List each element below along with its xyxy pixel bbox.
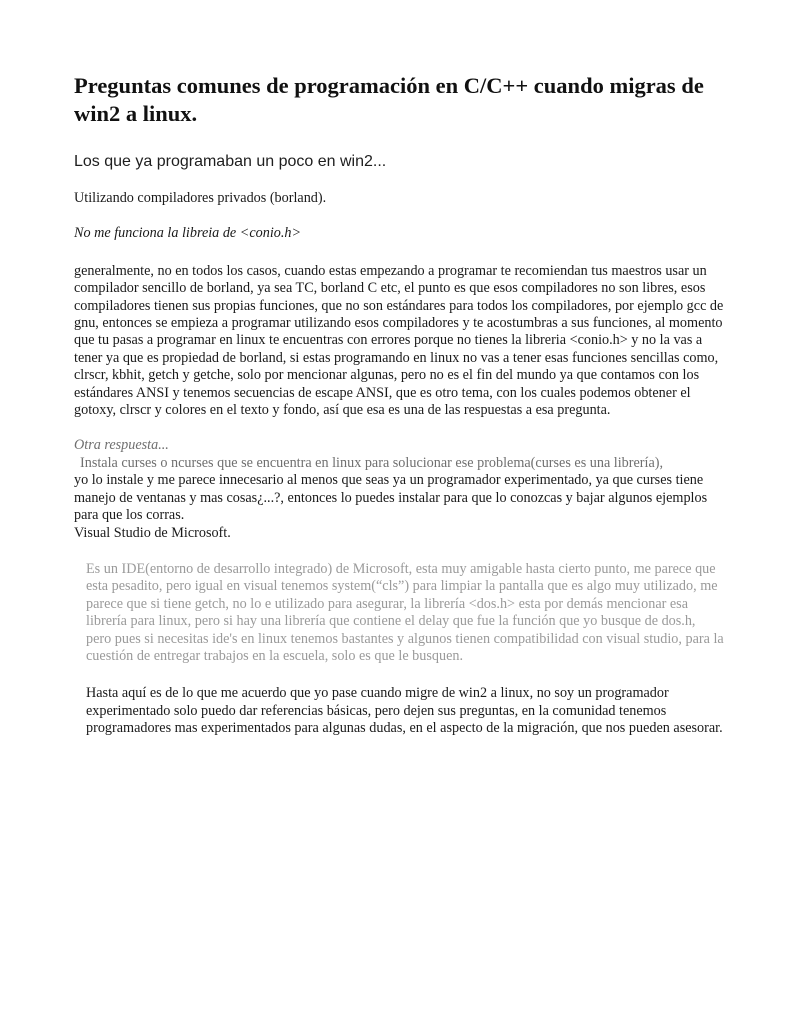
document-page [74, 72, 724, 738]
document-title: Preguntas comunes de programación en C/C++ cuando migras de win2 a linux. [74, 73, 704, 126]
otra-respuesta-label: Otra respuesta... [74, 437, 169, 454]
conio-question: No me funciona la libreia de <conio.h> [74, 225, 302, 242]
visual-studio-heading: Visual Studio de Microsoft. [74, 524, 231, 541]
closing-paragraph: Hasta aquí es de lo que me acuerdo que yo pase cuando migre de win2 a linux, no soy un programador experimentado solo puedo dar referencias básicas, pero dejen sus preguntas, en la comunidad tenemos programadores mas experimentados para algunas dudas, en el aspecto de la migración, que nos pueden asesorar. [86, 685, 723, 737]
compilers-heading: Utilizando compiladores privados (borland). [74, 190, 327, 206]
answer-paragraph-3: yo lo instale y me parece innecesario al menos que seas ya un programador experimentado, ya que curses tiene manejo de ventanas y mas cosas¿...?, entonces lo puedes instalar para que lo conozcas y bajar algunos ejemplos para que los corras. [74, 472, 708, 524]
visual-studio-paragraph: Es un IDE(entorno de desarrollo integrado) de Microsoft, esta muy amigable hasta cierto punto, me parece que esta pesadito, pero igual en visual tenemos system(“cls”) para limpiar la pantalla que es algo muy utilizado, me parece que si tiene getch, no lo e utilizado para asegurar, la librería <dos.h> esta por demás mencionar esa librería para linux, pero si hay una librería que contiene el delay que fue la función que yo busque de dos.h, pero pues si necesitas ide's en linux tenemos bastantes y algunos tienen compatibilidad con visual studio, para la cuestión de entregar trabajos en la escuela, solo es que le busquen. [86, 560, 724, 664]
answer-paragraph-1: generalmente, no en todos los casos, cuando estas empezando a programar te recomiendan tus maestros usar un compilador sencillo de borland, ya sea TC, borland C etc, el punto es que esos compiladores no son libres, esos compiladores tienen sus propias funciones, que no son estándares para todos los compiladores, por ejemplo gcc de gnu, entonces se empieza a programar utilizando esos compiladores y te acostumbras a sus funciones, al momento que tu pasas a programar en linux te encuentras con errores porque no tienes la libreria <conio.h> y no la vas a tener ya que es propiedad de borland, si estas programando en linux no vas a tener esas funciones sencillas como, clrscr, kbhit, getch y getche, solo por mencionar algunas, pero no es el fin del mundo ya que contamos con los estándares ANSI y tenemos secuencias de escape ANSI, que es otro tema, con los cuales podemos obtener el gotoxy, clrscr y colores en el texto y fondo, así que esa es una de las respuestas a esa pregunta. [74, 262, 724, 419]
answer-paragraph-2: Instala curses o ncurses que se encuentra en linux para solucionar ese problema(curses es una librería), [80, 454, 664, 471]
document-subtitle: Los que ya programaban un poco en win2... [74, 153, 387, 170]
